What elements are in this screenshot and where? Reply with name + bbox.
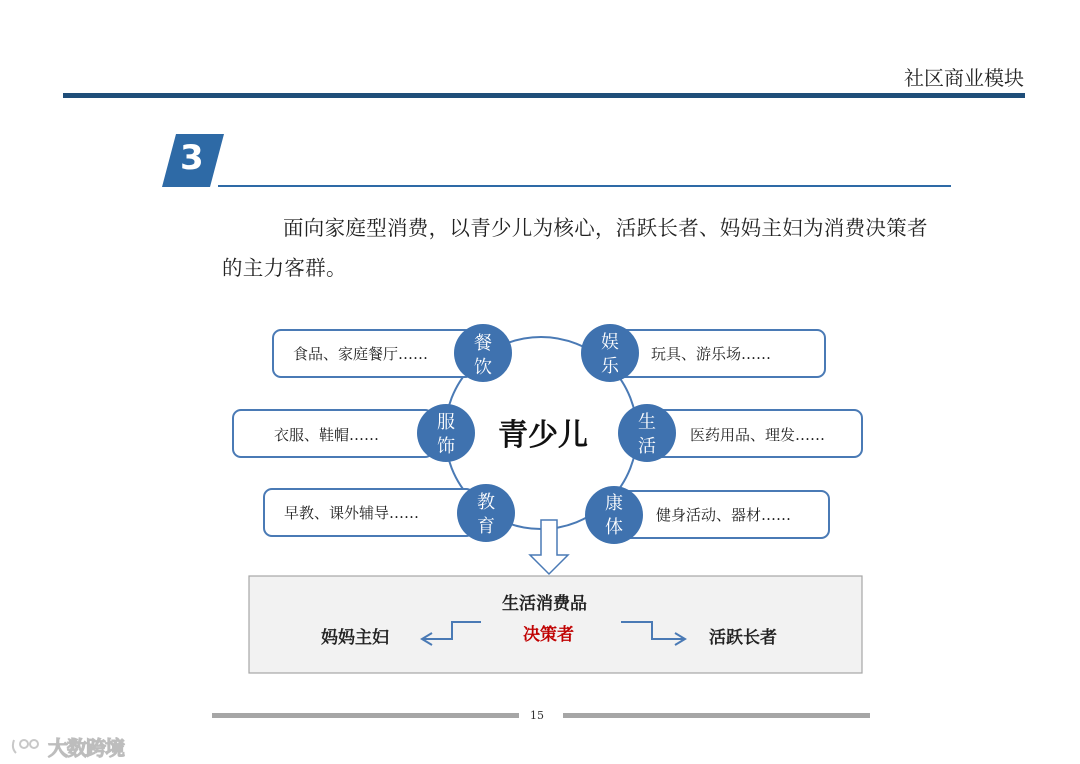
node-fitness-text-2: 体 xyxy=(605,517,623,538)
watermark-text: 大数跨境 xyxy=(48,736,124,760)
node-apparel-text-1: 服 xyxy=(437,412,455,433)
label-fitness: 健身活动、器材…… xyxy=(656,506,792,524)
center-label: 青少儿 xyxy=(498,418,588,453)
label-life: 医药用品、理发…… xyxy=(690,426,826,444)
footer-line-left xyxy=(212,713,519,718)
intro-paragraph: 面向家庭型消费，以青少儿为核心，活跃长者、妈妈主妇为消费决策者的主力客群。 xyxy=(222,216,928,280)
footer-line-right xyxy=(563,713,870,718)
bottom-right-label: 活跃长者 xyxy=(709,628,777,648)
node-entertainment-text-2: 乐 xyxy=(601,356,619,377)
node-life-text-1: 生 xyxy=(638,412,656,433)
bottom-title: 生活消费品 xyxy=(502,594,587,614)
node-dining-text-1: 餐 xyxy=(474,333,492,354)
label-entertainment: 玩具、游乐场…… xyxy=(651,345,772,363)
watermark-logo-icon xyxy=(10,736,44,756)
page-number: 15 xyxy=(530,709,544,722)
node-education-text-1: 教 xyxy=(477,492,495,513)
label-dining: 食品、家庭餐厅…… xyxy=(293,345,429,363)
node-dining-text-2: 饮 xyxy=(474,357,492,378)
bottom-left-label: 妈妈主妇 xyxy=(321,628,389,648)
section-number: 3 xyxy=(180,138,204,178)
label-apparel: 衣服、鞋帽…… xyxy=(274,426,380,444)
node-fitness-text-1: 康 xyxy=(605,493,623,514)
header-title: 社区商业模块 xyxy=(904,66,1024,90)
node-entertainment-text-1: 娱 xyxy=(601,332,619,353)
node-life-text-2: 活 xyxy=(638,436,656,457)
node-education-text-2: 育 xyxy=(477,516,495,537)
bottom-middle-label: 决策者 xyxy=(523,625,574,645)
label-education: 早教、课外辅导…… xyxy=(284,504,420,522)
node-apparel-text-2: 饰 xyxy=(437,436,455,457)
